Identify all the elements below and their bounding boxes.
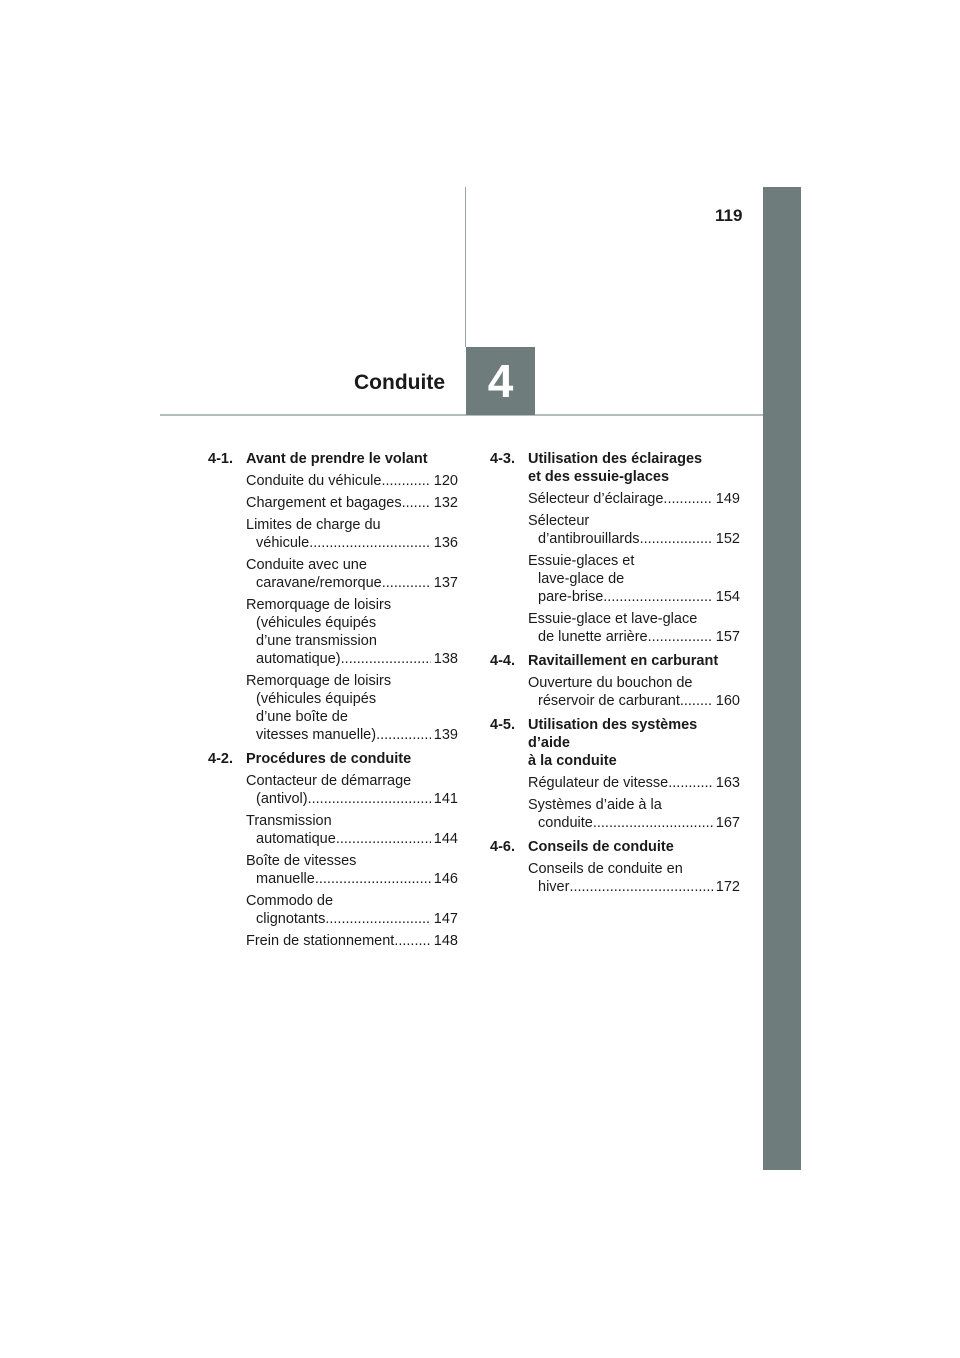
entry-page-number: 157	[715, 629, 740, 645]
entry-text: Ouverture du bouchon de	[528, 675, 693, 691]
toc-section-heading[interactable]	[490, 838, 740, 856]
entry-last-line	[246, 932, 458, 950]
entry-text: Chargement et bagages	[246, 495, 402, 511]
entry-text: Sélecteur d’éclairage	[528, 491, 664, 507]
toc-section	[490, 838, 740, 896]
dot-leader	[603, 588, 713, 606]
entry-last-line	[528, 814, 740, 832]
entry-last-line	[528, 588, 740, 606]
toc-entry[interactable]	[246, 494, 458, 512]
entry-last-line	[528, 530, 740, 548]
section-title: Avant de prendre le volant	[246, 451, 428, 467]
entry-text: Sélecteur	[528, 513, 590, 529]
entry-text: caravane/remorque	[256, 575, 382, 591]
section-number: 4-3.	[490, 451, 515, 467]
entry-page-number: 132	[433, 495, 458, 511]
entry-text: clignotants	[256, 911, 326, 927]
dot-leader	[341, 650, 431, 668]
entry-last-line	[528, 628, 740, 646]
toc-section	[490, 716, 740, 832]
dot-leader	[382, 574, 431, 592]
page-number: 119	[715, 206, 743, 225]
dot-leader	[569, 878, 712, 896]
entry-text: Transmission	[246, 813, 332, 829]
entry-last-line	[528, 490, 740, 508]
entry-page-number: 139	[433, 727, 458, 743]
entry-last-line	[246, 830, 458, 848]
toc-entry[interactable]	[246, 932, 458, 950]
entry-text: (antivol)	[256, 791, 308, 807]
toc-section	[208, 750, 458, 950]
section-title: Utilisation des éclairages et des essuie-glaces	[528, 451, 703, 485]
toc-entry[interactable]	[246, 596, 458, 668]
entry-text: hiver	[538, 879, 570, 895]
entry-text: pare-brise	[538, 589, 604, 605]
entry-text: d’une boîte de	[256, 709, 348, 725]
toc-entry[interactable]	[528, 610, 740, 646]
toc-entry[interactable]	[528, 796, 740, 832]
chapter-title: Conduite	[354, 371, 445, 394]
dot-leader	[394, 932, 430, 950]
entry-text: Systèmes d’aide à la	[528, 797, 662, 813]
dot-leader	[648, 628, 713, 646]
toc-section-heading[interactable]	[208, 450, 458, 468]
chapter-side-tab	[763, 187, 801, 1170]
entry-text: vitesses manuelle)	[256, 727, 377, 743]
dot-leader	[668, 774, 713, 792]
entry-text: Essuie-glace et lave-glace	[528, 611, 698, 627]
entry-text: de lunette arrière	[538, 629, 648, 645]
entry-page-number: 144	[433, 831, 458, 847]
entry-text: Boîte de vitesses	[246, 853, 357, 869]
entry-text: (véhicules équipés	[256, 615, 377, 631]
toc-entry[interactable]	[246, 472, 458, 490]
entry-last-line	[528, 878, 740, 896]
toc-entry[interactable]	[246, 672, 458, 744]
entry-last-line	[246, 472, 458, 490]
toc-section-heading[interactable]	[490, 450, 740, 486]
toc-section-heading[interactable]	[490, 716, 740, 770]
entry-page-number: 163	[715, 775, 740, 791]
entry-text: (véhicules équipés	[256, 691, 377, 707]
dot-leader	[640, 530, 713, 548]
entry-text: Remorquage de loisirs	[246, 597, 392, 613]
dot-leader	[381, 472, 430, 490]
dot-leader	[325, 910, 430, 928]
entry-page-number: 147	[433, 911, 458, 927]
entry-page-number: 148	[433, 933, 458, 949]
entry-text: véhicule	[256, 535, 310, 551]
entry-text: Conduite avec une	[246, 557, 367, 573]
dot-leader	[336, 830, 431, 848]
dot-leader	[309, 534, 431, 552]
entry-page-number: 146	[433, 871, 458, 887]
entry-last-line	[246, 534, 458, 552]
toc-column-right	[490, 450, 740, 902]
entry-page-number: 160	[715, 693, 740, 709]
section-title: Conseils de conduite	[528, 839, 674, 855]
dot-leader	[315, 870, 431, 888]
section-number: 4-4.	[490, 653, 515, 669]
section-number: 4-6.	[490, 839, 515, 855]
toc-entry[interactable]	[528, 774, 740, 792]
entry-text: Commodo de	[246, 893, 334, 909]
entry-last-line	[246, 726, 458, 744]
entry-text: d’une transmission	[256, 633, 377, 649]
entry-text: Conduite du véhicule	[246, 473, 382, 489]
dot-leader	[376, 726, 431, 744]
toc-entry[interactable]	[246, 852, 458, 888]
entry-last-line	[246, 870, 458, 888]
entry-text: Essuie-glaces et	[528, 553, 635, 569]
toc-entry[interactable]	[528, 512, 740, 548]
chapter-number-box: 4	[466, 347, 535, 415]
entry-last-line	[246, 574, 458, 592]
entry-text: Remorquage de loisirs	[246, 673, 392, 689]
section-number: 4-5.	[490, 717, 515, 733]
entry-text: Frein de stationnement	[246, 933, 395, 949]
toc-entry[interactable]	[246, 556, 458, 592]
toc-entry[interactable]	[528, 552, 740, 606]
section-title: Utilisation des systèmes d’aide à la conduite	[528, 717, 698, 769]
entry-last-line	[246, 650, 458, 668]
entry-text: lave-glace de	[538, 571, 625, 587]
entry-text: réservoir de carburant	[538, 693, 680, 709]
toc-entry[interactable]	[246, 892, 458, 928]
header-divider-horizontal	[160, 414, 763, 416]
entry-text: conduite	[538, 815, 593, 831]
toc-entry[interactable]	[528, 860, 740, 896]
entry-page-number: 136	[433, 535, 458, 551]
toc-entry[interactable]	[528, 490, 740, 508]
entry-page-number: 138	[433, 651, 458, 667]
toc-section	[208, 450, 458, 744]
entry-last-line	[246, 790, 458, 808]
dot-leader	[663, 490, 712, 508]
entry-page-number: 137	[433, 575, 458, 591]
entry-page-number: 167	[715, 815, 740, 831]
toc-section-heading[interactable]	[490, 652, 740, 670]
entry-last-line	[528, 774, 740, 792]
section-title: Procédures de conduite	[246, 751, 412, 767]
toc-section-heading[interactable]	[208, 750, 458, 768]
dot-leader	[402, 494, 431, 512]
entry-page-number: 154	[715, 589, 740, 605]
toc-column-left	[208, 450, 458, 956]
entry-text: automatique)	[256, 651, 341, 667]
entry-page-number: 149	[715, 491, 740, 507]
dot-leader	[308, 790, 431, 808]
toc-section	[490, 652, 740, 710]
entry-text: Limites de charge du	[246, 517, 381, 533]
entry-page-number: 152	[715, 531, 740, 547]
entry-page-number: 141	[433, 791, 458, 807]
entry-text: Contacteur de démarrage	[246, 773, 412, 789]
entry-last-line	[246, 910, 458, 928]
toc-entry[interactable]	[246, 772, 458, 808]
entry-text: d’antibrouillards	[538, 531, 640, 547]
dot-leader	[680, 692, 713, 710]
section-number: 4-1.	[208, 451, 233, 467]
entry-page-number: 120	[433, 473, 458, 489]
entry-text: Conseils de conduite en	[528, 861, 683, 877]
entry-last-line	[246, 494, 458, 512]
toc-entry[interactable]	[246, 812, 458, 848]
dot-leader	[593, 814, 713, 832]
toc-entry[interactable]	[528, 674, 740, 710]
entry-last-line	[528, 692, 740, 710]
toc-section	[490, 450, 740, 646]
entry-text: automatique	[256, 831, 336, 847]
toc-entry[interactable]	[246, 516, 458, 552]
entry-text: manuelle	[256, 871, 315, 887]
entry-page-number: 172	[715, 879, 740, 895]
section-number: 4-2.	[208, 751, 233, 767]
entry-text: Régulateur de vitesse	[528, 775, 669, 791]
section-title: Ravitaillement en carburant	[528, 653, 719, 669]
header-divider-vertical	[465, 187, 466, 347]
